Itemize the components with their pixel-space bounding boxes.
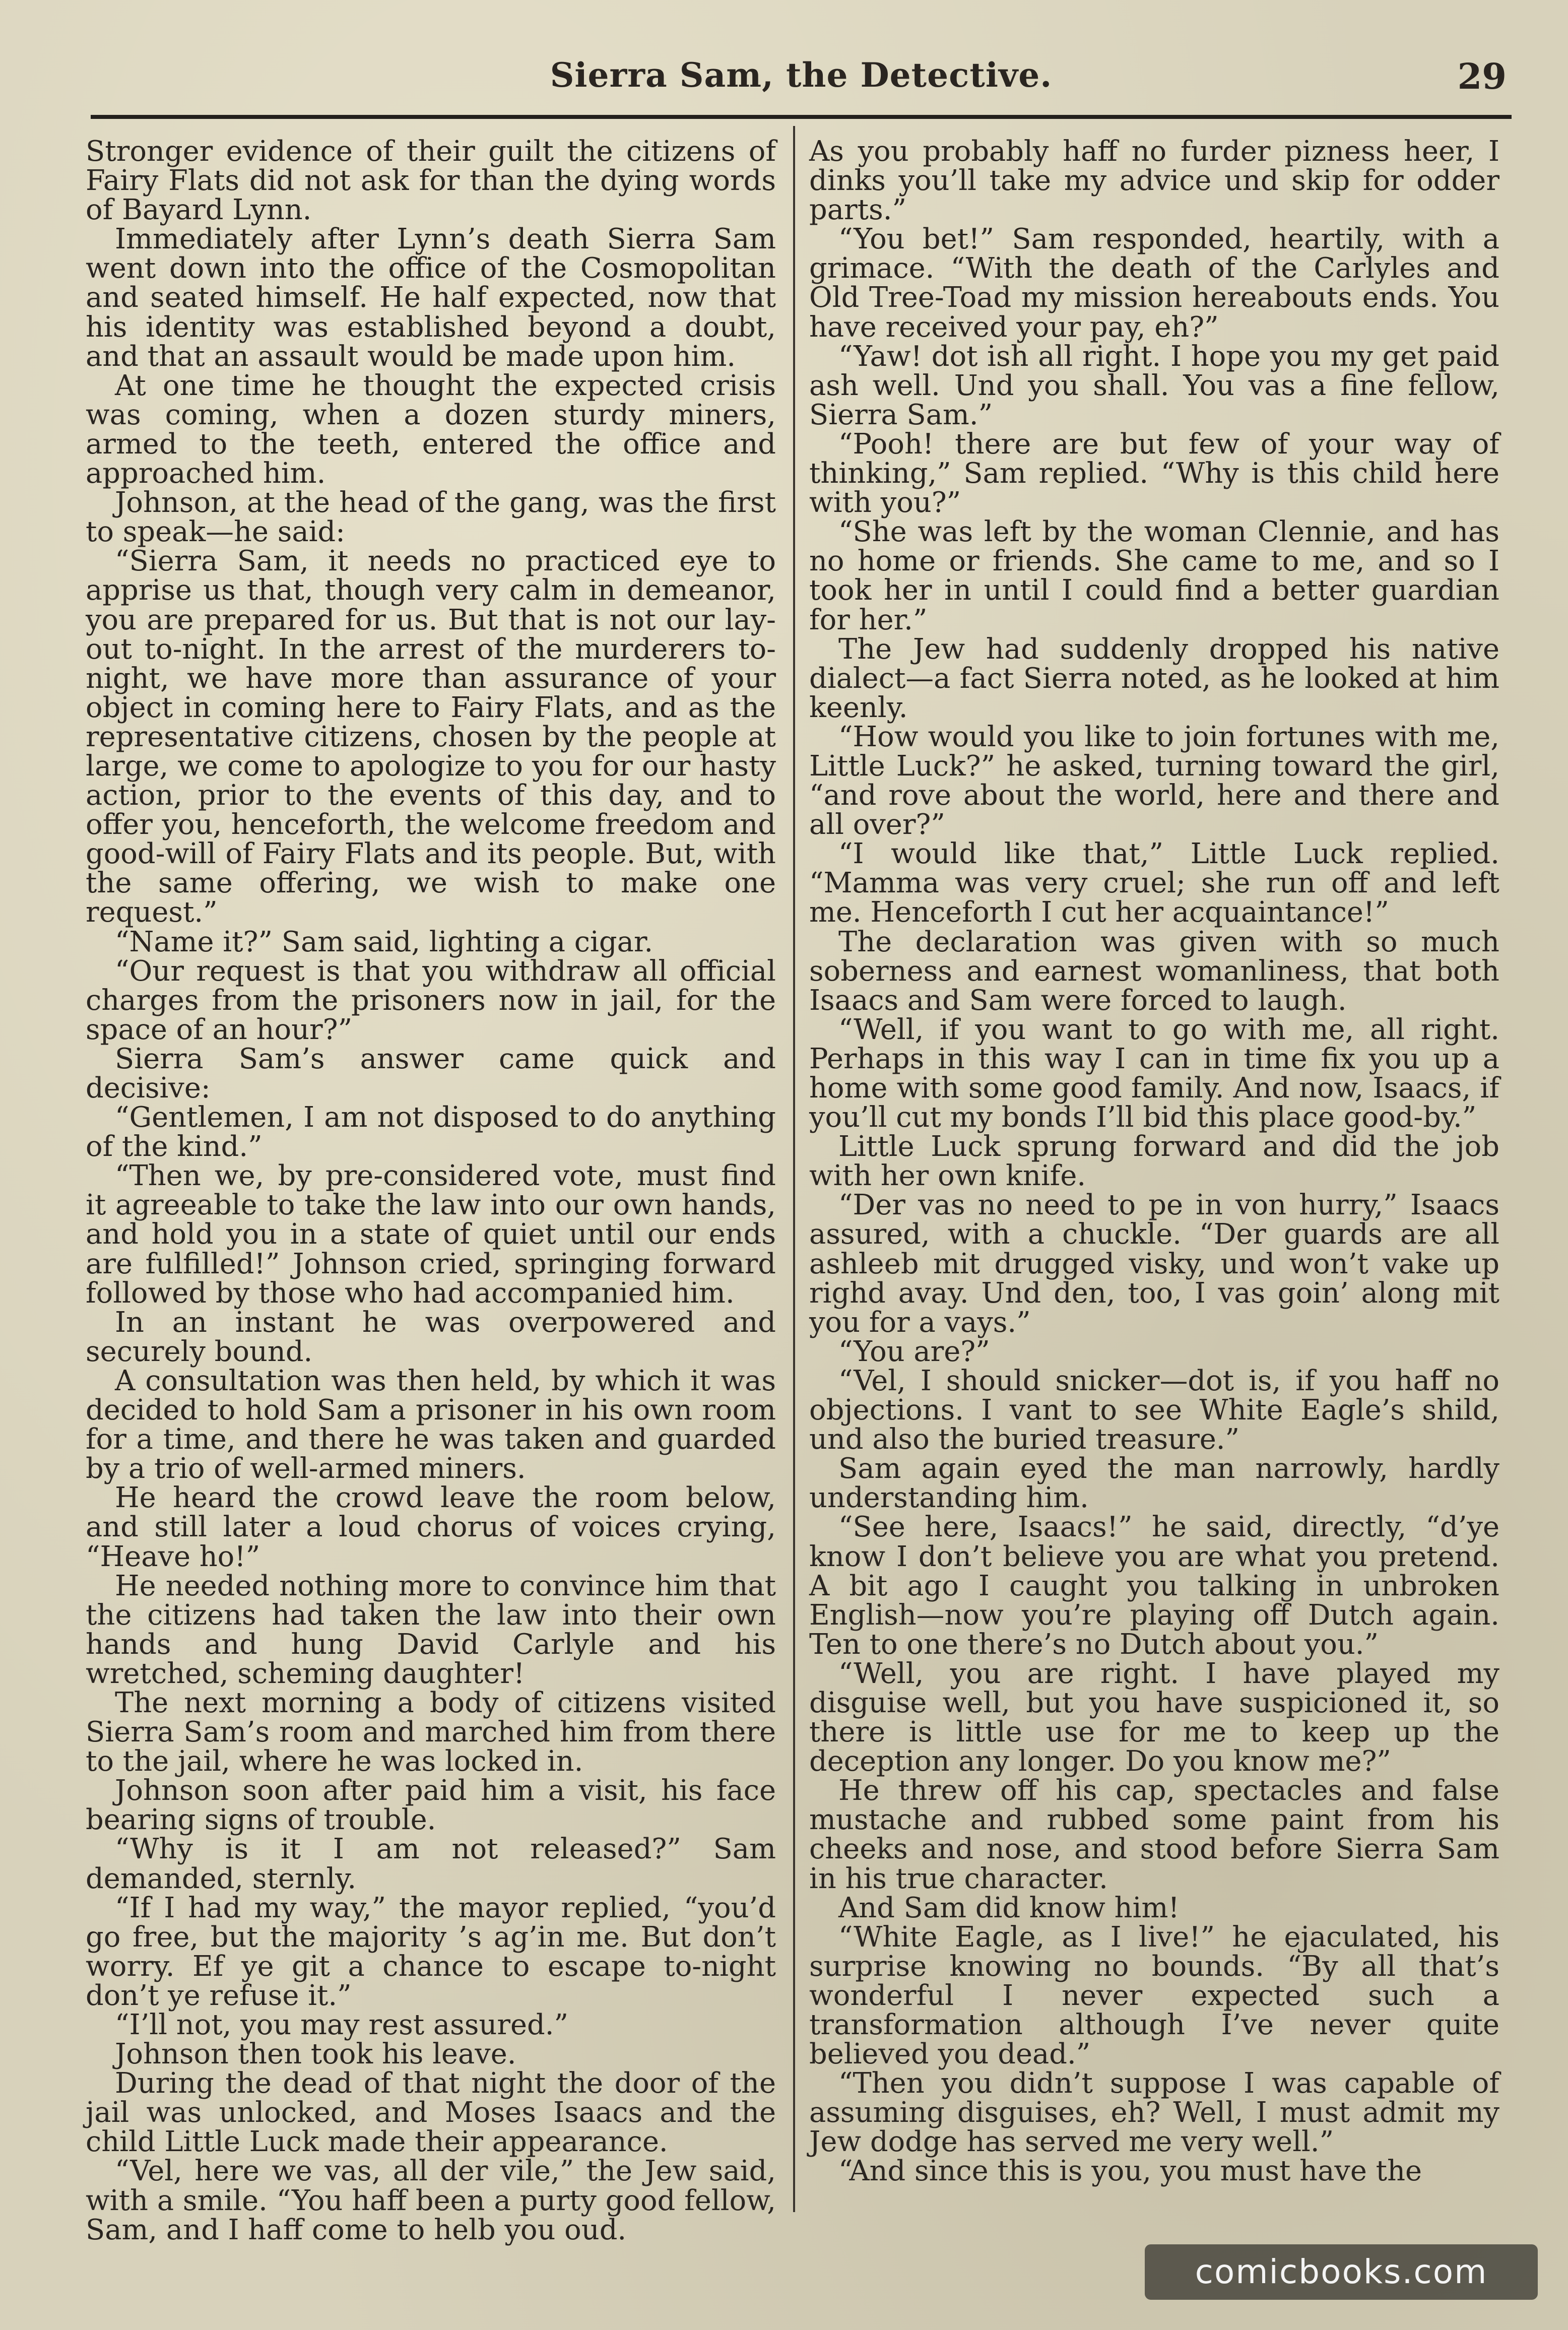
column-divider (793, 126, 795, 2212)
right-column (809, 137, 1499, 2186)
paragraph: “White Eagle, as I live!” he ejaculated, his surprise knowing no bounds. “By all that’s wonderful I never expected such a transformation although I’ve never quite believed you dead.” (809, 1920, 1499, 2071)
paragraph: “Why is it I am not released?” Sam demanded, sternly. (86, 1833, 776, 1895)
paragraph: “How would you like to join fortunes with me, Little Luck?” he asked, turning toward the girl, “and rove about the world, here and there and all over?” (809, 720, 1499, 842)
paragraph: “Yaw! dot ish all right. I hope you my get paid ash well. Und you shall. You vas a fine fellow, Sierra Sam.” (809, 340, 1499, 431)
site-watermark: comicbooks.com (1145, 2244, 1538, 2300)
paragraph: “Vel, I should snicker—dot is, if you haff no objections. I vant to see White Eagle’s shild, und also the buried treasure.” (809, 1364, 1499, 1456)
paragraph: Johnson, at the head of the gang, was the first to speak—he said: (86, 486, 776, 549)
paragraph: He heard the crowd leave the room below, and still later a loud chorus of voices crying, “Heave ho!” (86, 1481, 776, 1573)
paragraph: “See here, Isaacs!” he said, directly, “d’ye know I don’t believe you are what you pretend. A bit ago I caught you talking in unbroken English—now you’re playing off Dutch again. Ten to one there’s no Dutch about you.” (809, 1511, 1499, 1661)
paragraph: “Der vas no need to pe in von hurry,” Isaacs assured, with a chuckle. “Der guards are all ashleeb mit drugged visky, und won’t vake up righd avay. Und den, too, I vas goin’ along mit you for a vays.” (809, 1189, 1499, 1339)
header-rule (91, 115, 1512, 119)
paragraph: “Then we, by pre-considered vote, must find it agreeable to take the law into our own hands, and hold you in a state of quiet until our ends are fulfilled!” Johnson cried, springing forward followed by those who had accompanied him. (86, 1159, 776, 1310)
paragraph: “Well, if you want to go with me, all right. Perhaps in this way I can in time fix you up a home with some good family. And now, Isaacs, if you’ll cut my bonds I’ll bid this place good-by.” (809, 1013, 1499, 1134)
paragraph: “Our request is that you withdraw all official charges from the prisoners now in jail, for the space of an hour?” (86, 954, 776, 1046)
paragraph: In an instant he was overpowered and securely bound. (86, 1306, 776, 1368)
paragraph: “I would like that,” Little Luck replied. “Mamma was very cruel; she run off and left me. Henceforth I cut her acquaintance!” (809, 837, 1499, 929)
paragraph: “If I had my way,” the mayor replied, “you’d go free, but the majority ’s ag’in me. But don’t worry. Ef ye git a chance to escape to-night don’t ye refuse it.” (86, 1891, 776, 2012)
paragraph: He threw off his cap, spectacles and false mustache and rubbed some paint from his cheeks and nose, and stood before Sierra Sam in his true character. (809, 1774, 1499, 1895)
paragraph: The declaration was given with so much soberness and earnest womanliness, that both Isaacs and Sam were forced to laugh. (809, 925, 1499, 1017)
paragraph: Sam again eyed the man narrowly, hardly understanding him. (809, 1452, 1499, 1515)
paragraph: “Name it?” Sam said, lighting a cigar. (115, 925, 654, 958)
paragraph: Sierra Sam’s answer came quick and decisive: (86, 1042, 776, 1105)
paragraph: “I’ll not, you may rest assured.” (115, 2009, 568, 2041)
paragraph: Johnson soon after paid him a visit, his face bearing signs of trouble. (86, 1774, 776, 1837)
page-header (91, 50, 1512, 111)
paragraph: As you probably haff no furder pizness heer, I dinks you’ll take my advice und skip for odder parts.” (809, 135, 1499, 227)
paragraph: “Gentlemen, I am not disposed to do anything of the kind.” (86, 1101, 776, 1163)
paragraph: Little Luck sprung forward and did the job with her own knife. (809, 1130, 1499, 1193)
paragraph: The next morning a body of citizens visited Sierra Sam’s room and marched him from there to the jail, where he was locked in. (86, 1686, 776, 1778)
running-title: Sierra Sam, the Detective. (550, 55, 1053, 95)
paragraph: “Well, you are right. I have played my disguise well, but you have suspicioned it, so there is little use for me to keep up the deception any longer. Do you know me?” (809, 1657, 1499, 1778)
paragraph: Stronger evidence of their guilt the citizens of Fairy Flats did not ask for than the dying words of Bayard Lynn. (86, 135, 776, 227)
paragraph: Johnson then took his leave. (115, 2038, 516, 2071)
left-column (86, 137, 776, 2245)
page-number: 29 (1457, 55, 1507, 97)
paragraph: Immediately after Lynn’s death Sierra Sam went down into the office of the Cosmopolitan and seated himself. He half expected, now that his identity was established beyond a doubt, and that an assault would be made upon him. (86, 223, 776, 373)
paragraph: “Pooh! there are but few of your way of thinking,” Sam replied. “Why is this child here with you?” (809, 427, 1499, 520)
paragraph: “And since this is you, you must have the (838, 2155, 1422, 2188)
paragraph: He needed nothing more to convince him that the citizens had taken the law into their own hands and hung David Carlyle and his wretched, scheming daughter! (86, 1569, 776, 1690)
paragraph: “You are?” (838, 1335, 990, 1368)
paragraph: The Jew had suddenly dropped his native dialect—a fact Sierra noted, as he looked at him keenly. (809, 632, 1499, 724)
paragraph: And Sam did know him! (838, 1891, 1180, 1924)
paragraph: “Then you didn’t suppose I was capable of assuming disguises, eh? Well, I must admit my Jew dodge has served me very well.” (809, 2067, 1499, 2159)
paragraph: “She was left by the woman Clennie, and has no home or friends. She came to me, and so I took her in until I could find a better guardian for her.” (809, 515, 1499, 636)
paragraph: “Sierra Sam, it needs no practiced eye to apprise us that, though very calm in demeanor, you are prepared for us. But that is not our lay-out to-night. In the arrest of the murderers to-night, we have more than assurance of your object in coming here to Fairy Flats, and as the representative citizens, chosen by the people at large, we come to apologize to you for our hasty action, prior to the events of this day, and to offer you, henceforth, the welcome freedom and good-will of Fairy Flats and its people. But, with the same offering, we wish to make one request.” (86, 545, 776, 929)
paragraph: At one time he thought the expected crisis was coming, when a dozen sturdy miners, armed to the teeth, entered the office and approached him. (86, 369, 776, 490)
paragraph: A consultation was then held, by which it was decided to hold Sam a prisoner in his own room for a time, and there he was taken and guarded by a trio of well-armed miners. (86, 1364, 776, 1485)
paragraph: “You bet!” Sam responded, heartily, with a grimace. “With the death of the Carlyles and Old Tree-Toad my mission hereabouts ends. You have received your pay, eh?” (809, 223, 1499, 344)
paragraph: During the dead of that night the door of the jail was unlocked, and Moses Isaacs and the child Little Luck made their appearance. (86, 2067, 776, 2159)
paragraph: “Vel, here we vas, all der vile,” the Jew said, with a smile. “You haff been a purty good fellow, Sam, and I haff come to helb you oud. (86, 2155, 776, 2246)
